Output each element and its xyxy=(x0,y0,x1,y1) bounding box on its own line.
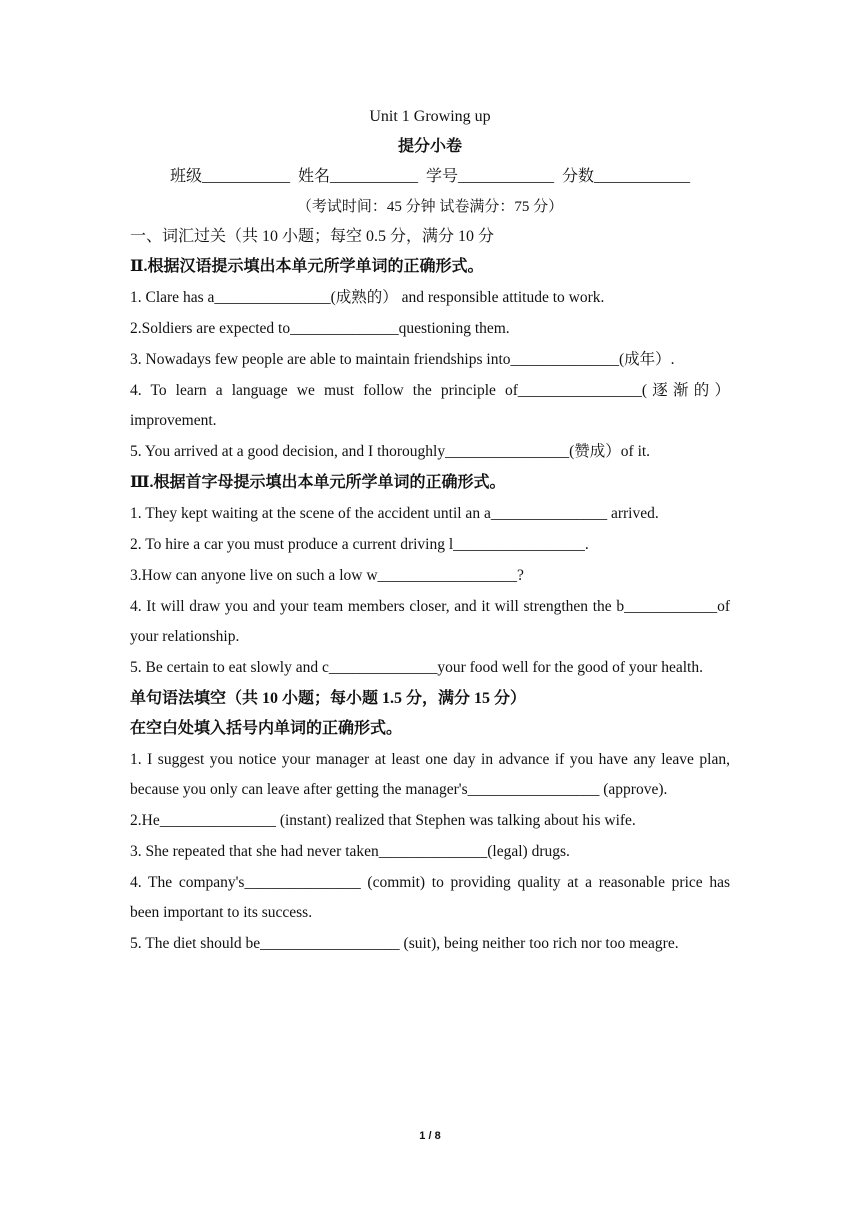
question-item: 2. To hire a car you must produce a current driving l_________________. xyxy=(130,536,589,553)
score-field: 分数____________ xyxy=(562,168,691,185)
part2-heading: 单句语法填空（共 10 小题；每小题 1.5 分，满分 15 分） xyxy=(130,690,527,707)
name-field: 姓名___________ xyxy=(297,168,418,185)
section2-heading: Ⅱ.根据汉语提示填出本单元所学单词的正确形式。 xyxy=(130,258,484,275)
question-item: 1. They kept waiting at the scene of the accident until an a_______________ arrived. xyxy=(130,505,659,522)
page-number: 1 / 8 xyxy=(419,1130,441,1142)
exam-info: （考试时间：45 分钟 试卷满分：75 分） xyxy=(296,199,564,215)
question-item: 4. It will draw you and your team members closer, and it will strengthen the b____________of your relationship. xyxy=(130,598,730,645)
class-field: 班级___________ xyxy=(169,168,290,185)
question-item: 4. The company's_______________ (commit) to providing quality at a reasonable price has been important to its success. xyxy=(130,874,730,921)
question-item: 5. Be certain to eat slowly and c______________your food well for the good of your health. xyxy=(130,659,703,676)
question-item: 2.Soldiers are expected to______________questioning them. xyxy=(130,320,510,337)
question-item: 3. Nowadays few people are able to maintain friendships into______________(成年）. xyxy=(130,351,675,368)
student-id-field: 学号____________ xyxy=(426,168,555,185)
part1-heading: 一、词汇过关（共 10 小题；每空 0.5 分，满分 10 分 xyxy=(130,228,495,245)
question-item: 1. I suggest you notice your manager at least one day in advance if you have any leave plan, because you only can leave after getting the manager's_________________ (approve). xyxy=(130,751,730,798)
section3-heading: Ⅲ.根据首字母提示填出本单元所学单词的正确形式。 xyxy=(130,474,506,491)
question-item: 5. The diet should be__________________ (suit), being neither too rich nor too meagre. xyxy=(130,935,679,952)
question-item: 1. Clare has a_______________(成熟的） and responsible attitude to work. xyxy=(130,289,605,306)
page-title: Unit 1 Growing up xyxy=(369,108,491,125)
question-item: 3. She repeated that she had never taken______________(legal) drugs. xyxy=(130,843,570,860)
student-info-row xyxy=(130,162,730,192)
document-body xyxy=(130,102,730,960)
question-item: 2.He_______________ (instant) realized that Stephen was talking about his wife. xyxy=(130,812,636,829)
question-item: 5. You arrived at a good decision, and I thoroughly________________(赞成）of it. xyxy=(130,443,651,460)
page-subtitle: 提分小卷 xyxy=(397,138,462,155)
question-item: 3.How can anyone live on such a low w__________________? xyxy=(130,567,524,584)
question-item: 4. To learn a language we must follow the principle of________________(逐渐的）improvement. xyxy=(130,382,730,429)
part2-instruction: 在空白处填入括号内单词的正确形式。 xyxy=(130,720,403,737)
